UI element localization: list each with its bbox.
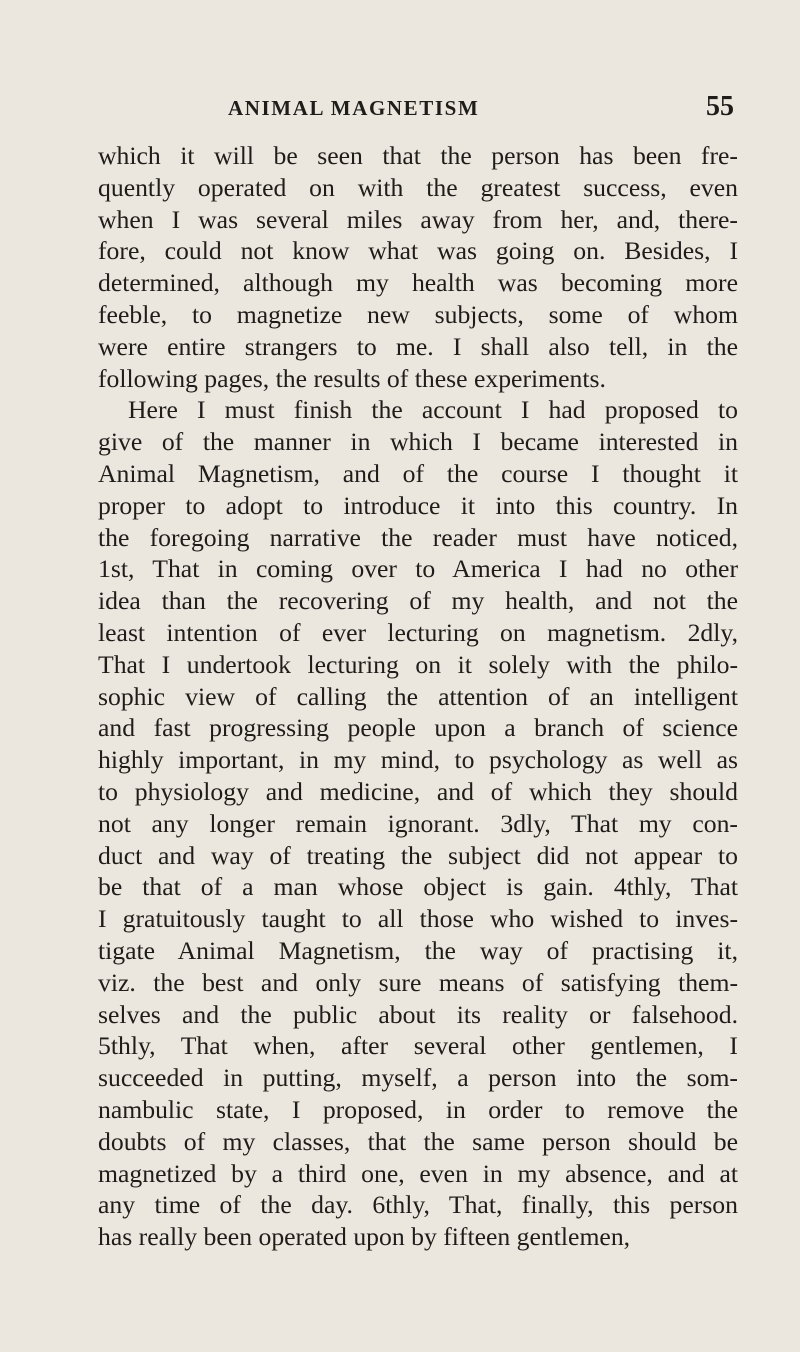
text-line: not any longer remain ignorant. 3dly, That my con- xyxy=(98,808,738,838)
text-line: duct and way of treating the subject did not appear to xyxy=(98,840,738,870)
text-line: 5thly, That when, after several other gentlemen, I xyxy=(98,1031,738,1061)
text-line: I gratuitously taught to all those who wished to inves- xyxy=(98,904,738,934)
text-line: least intention of ever lecturing on magnetism. 2dly, xyxy=(98,617,738,647)
text-line: give of the manner in which I became interested in xyxy=(98,427,738,457)
text-line: tigate Animal Magnetism, the way of practising it, xyxy=(98,935,738,965)
text-line: and fast progressing people upon a branch of science xyxy=(98,713,738,743)
page-header xyxy=(0,92,800,124)
text-line: were entire strangers to me. I shall also tell, in the xyxy=(98,331,738,361)
text-line: has really been operated upon by fifteen gentlemen, xyxy=(98,1222,631,1252)
text-line: idea than the recovering of my health, and not the xyxy=(98,586,738,616)
text-line: the foregoing narrative the reader must have noticed, xyxy=(98,522,738,552)
text-line: doubts of my classes, that the same person should be xyxy=(98,1126,738,1156)
running-head: ANIMAL MAGNETISM xyxy=(228,96,480,120)
text-line: magnetized by a third one, even in my absence, and at xyxy=(98,1158,738,1188)
text-line: determined, although my health was becoming more xyxy=(98,268,738,298)
text-line: sophic view of calling the attention of an intelligent xyxy=(98,681,738,711)
text-line: which it will be seen that the person has been fre- xyxy=(98,141,738,170)
text-line: That I undertook lecturing on it solely with the philo- xyxy=(98,649,738,679)
text-line: quently operated on with the greatest success, even xyxy=(98,172,738,202)
text-line: Here I must finish the account I had proposed to xyxy=(128,395,738,425)
text-line: any time of the day. 6thly, That, finally, this person xyxy=(98,1190,738,1220)
text-line: nambulic state, I proposed, in order to remove the xyxy=(98,1094,738,1124)
text-line: 1st, That in coming over to America I had no other xyxy=(98,554,738,584)
text-line: fore, could not know what was going on. Besides, I xyxy=(98,236,738,266)
page-number: 55 xyxy=(706,91,734,122)
text-line: highly important, in my mind, to psychology as well as xyxy=(98,745,738,775)
body-text xyxy=(98,140,738,1253)
text-line: Animal Magnetism, and of the course I thought it xyxy=(98,458,738,488)
text-line: proper to adopt to introduce it into this country. In xyxy=(98,490,738,520)
text-line: feeble, to magnetize new subjects, some of whom xyxy=(98,299,738,329)
text-line: be that of a man whose object is gain. 4thly, That xyxy=(98,872,738,902)
text-line: succeeded in putting, myself, a person into the som- xyxy=(98,1063,738,1093)
text-line: when I was several miles away from her, and, there- xyxy=(98,204,738,234)
text-line: following pages, the results of these experiments. xyxy=(98,363,606,393)
text-line: selves and the public about its reality or falsehood. xyxy=(98,999,738,1029)
text-line: to physiology and medicine, and of which they should xyxy=(98,776,738,806)
text-line: viz. the best and only sure means of satisfying them- xyxy=(98,967,738,997)
